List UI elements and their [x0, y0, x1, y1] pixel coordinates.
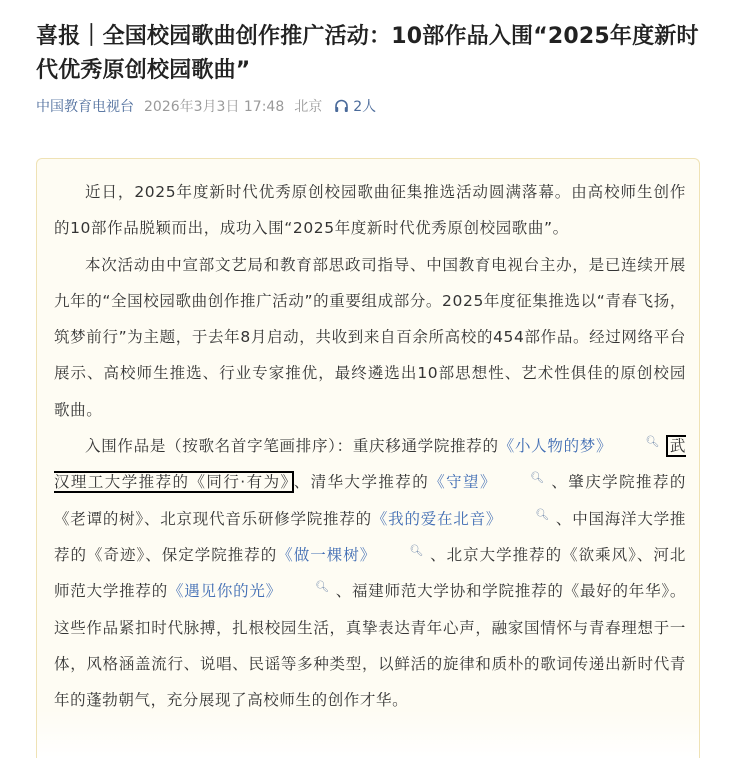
headphones-icon: [334, 99, 349, 113]
article-body: [54, 174, 686, 718]
song-link-xiaorenwu[interactable]: 《小人物的梦》: [498, 437, 613, 456]
listener-count: 2人: [353, 99, 377, 115]
search-icon[interactable]: 🔍︎: [529, 471, 545, 485]
paragraph-2: 本次活动由中宣部文艺局和教育部思政司指导、中国教育电视台主办，是已连续开展九年的“全国校园歌曲创作推广活动”的重要组成部分。2025年度征集推选以“青春飞扬，筑梦前行”为主题，于去年8月启动，共收到来自百余所高校的454部作品。经过网络平台展示、高校师生推选、行业专家推优，最终遴选出10部思想性、艺术性俱佳的原创校园歌曲。: [54, 255, 686, 419]
source-link[interactable]: 中国教育电视台: [36, 99, 134, 115]
song-link-shouwang[interactable]: 《守望》: [429, 473, 497, 492]
search-icon[interactable]: 🔍︎: [409, 543, 424, 557]
location: 北京: [294, 99, 323, 115]
paragraph-1: 近日，2025年度新时代优秀原创校园歌曲征集推选活动圆满落幕。由高校师生创作的10部作品脱颖而出，成功入围“2025年度新时代优秀原创校园歌曲”。: [54, 183, 686, 238]
p3-text-2: 、清华大学推荐的: [293, 473, 430, 492]
song-link-wodeai[interactable]: 《我的爱在北音》: [371, 509, 503, 528]
highlighted-entry: 武汉理工大学推荐的《同行·有为》: [54, 437, 687, 492]
song-link-zuoyikeshu[interactable]: 《做一棵树》: [277, 545, 377, 564]
p3-text-1: 入围作品是（按歌名首字笔画排序）：重庆移通学院推荐的: [85, 437, 499, 456]
p3-text-3: 、肇庆学院推荐的《老谭的树》、北京现代音乐研修学院推荐的: [54, 473, 686, 528]
article-body-card: [36, 158, 700, 758]
p3-text-5: 、北京大学推荐的《欲乘风》、河北师范大学推荐的: [54, 545, 686, 601]
content-fade: [37, 710, 699, 758]
p3-text-6: 、福建师范大学协和学院推荐的《最好的年华》。这些作品紧扣时代脉搏，扎根校园生活，真挚表达青年心声，融家国情怀与青春理想于一体，风格涵盖流行、说唱、民谣等多种类型，以鲜活的旋律和质朴的歌词传递出新时代青年的蓬勃朝气，充分展现了高校师生的创作才华。: [54, 582, 687, 710]
article-meta: [36, 96, 376, 116]
p3-text-4: 、中国海洋大学推荐的《奇迹》、保定学院推荐的: [54, 509, 686, 564]
song-link-yujian[interactable]: 《遇见你的光》: [167, 582, 282, 601]
search-icon[interactable]: 🔍︎: [535, 507, 550, 521]
article-title: 喜报｜全国校园歌曲创作推广活动：10部作品入围“2025年度新时代优秀原创校园歌曲”: [36, 24, 699, 83]
publish-date: 2026年3月3日 17:48: [144, 99, 285, 115]
listen-button[interactable]: [334, 96, 376, 116]
search-icon[interactable]: 🔍︎: [314, 580, 330, 594]
search-icon[interactable]: 🔍︎: [645, 435, 660, 449]
paragraph-3: [54, 428, 686, 718]
